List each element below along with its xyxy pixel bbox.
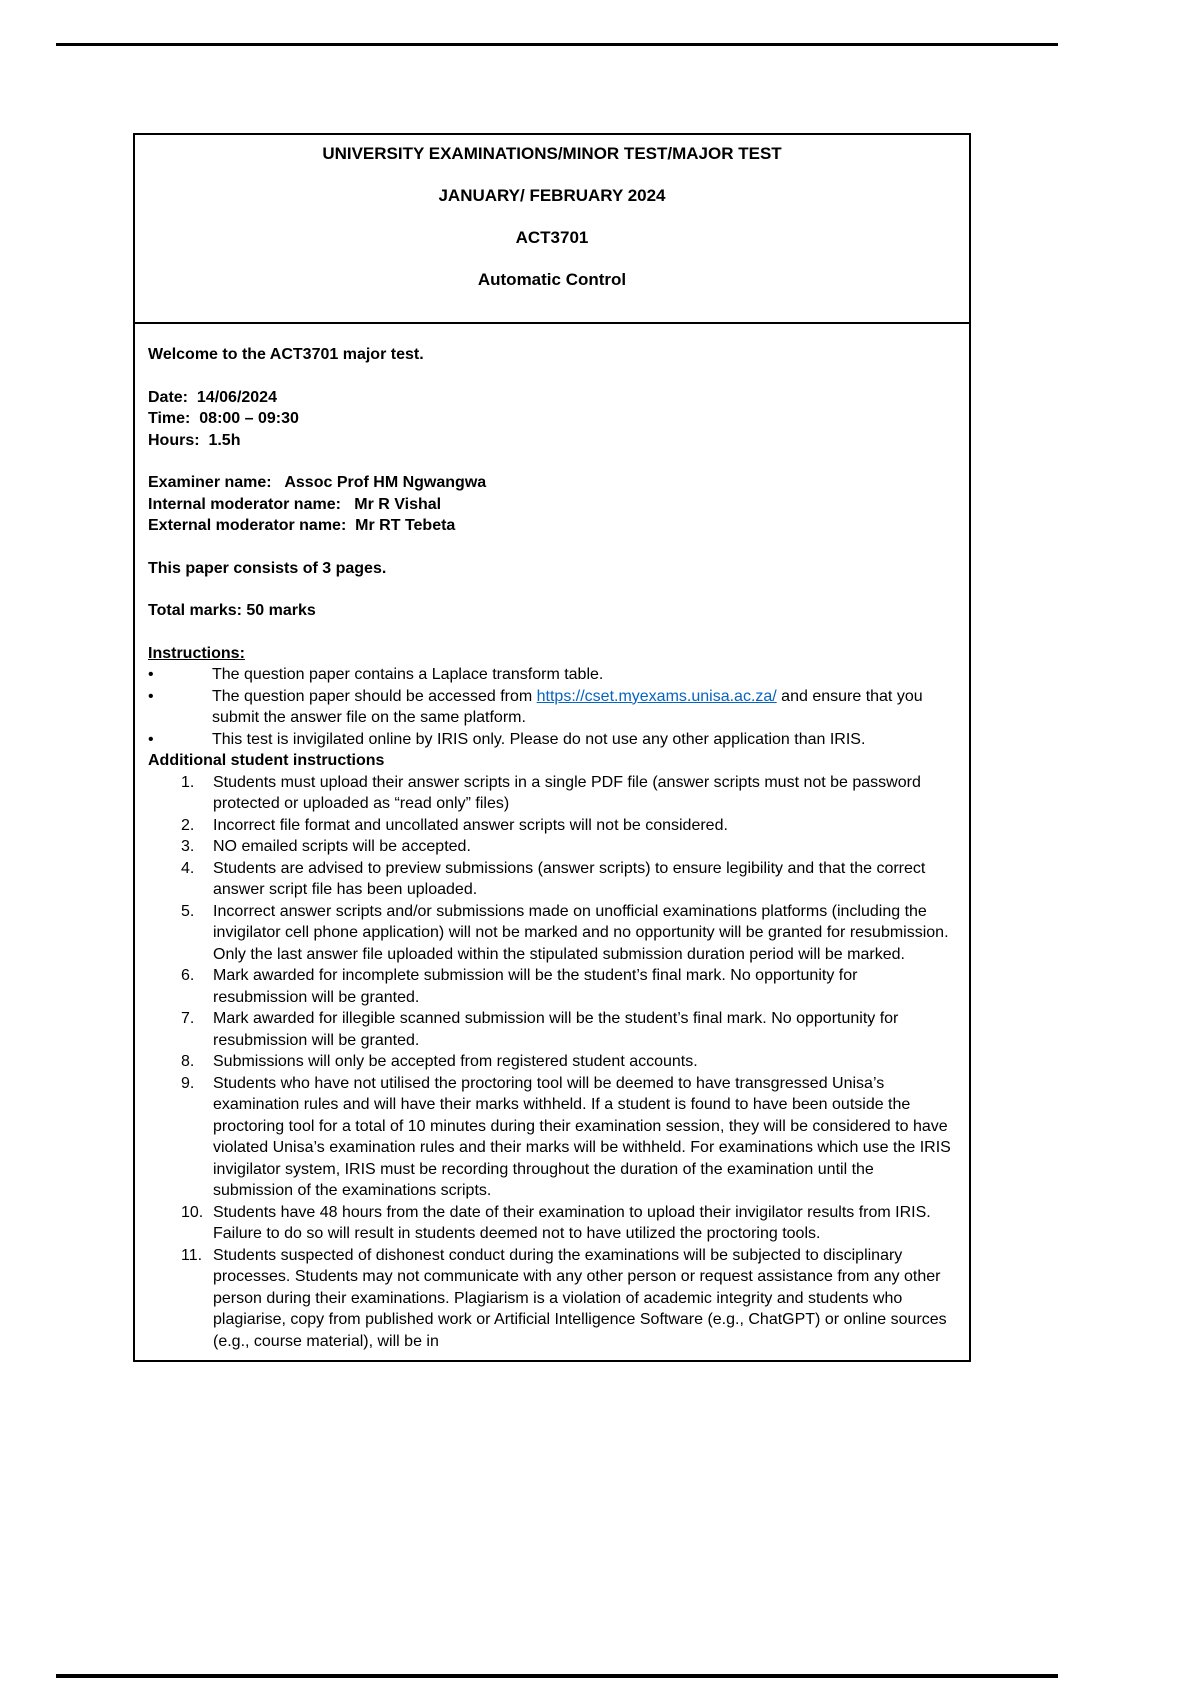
exam-platform-link[interactable]: https://cset.myexams.unisa.ac.za/ (536, 687, 777, 705)
bullet-marker: • (148, 730, 154, 748)
item-text: Students have 48 hours from the date of their examination to upload their invigilator results from IRIS. Failure to do so will result in students deemed not to have utilized the proctoring tools. (213, 1203, 931, 1242)
item-text: Incorrect file format and uncollated answer scripts will not be considered. (213, 816, 728, 834)
additional-item-5 (181, 901, 955, 966)
instruction-bullet-text: The question paper contains a Laplace transform table. (212, 666, 604, 683)
exam-title: UNIVERSITY EXAMINATIONS/MINOR TEST/MAJOR TEST (322, 144, 782, 163)
external-moderator-line: External moderator name: Mr RT Tebeta (148, 517, 456, 534)
item-number: 4. (181, 859, 195, 877)
exam-header (135, 135, 969, 324)
bullet-text-before-link: The question paper should be accessed from (212, 687, 537, 705)
bullet-marker: • (148, 666, 154, 683)
item-number: 3. (181, 838, 195, 855)
instruction-bullet-text (212, 686, 955, 729)
additional-item-7 (181, 1008, 955, 1051)
exam-paper-box (133, 133, 971, 1362)
additional-item-3 (181, 836, 955, 858)
instruction-bullet-text: This test is invigilated online by IRIS only. Please do not use any other application than IRIS. (212, 730, 866, 748)
item-text: Students who have not utilised the proctoring tool will be deemed to have transgressed Unisa’s examination rules and will have their marks withheld. If a student is found to have been outside the proctoring tool for a total of 10 minutes during their examination session, they will be considered to have violated Unisa’s examination rules and their marks will be withheld. For examinations which use the IRIS invigilator system, IRIS must be recording throughout the duration of the examination until the submission of the examinations scripts. (213, 1074, 951, 1199)
hours-line: Hours: 1.5h (148, 431, 241, 449)
instructions-heading: Instructions: (148, 644, 245, 662)
additional-item-4 (181, 858, 955, 901)
item-number: 8. (181, 1053, 195, 1070)
additional-item-11 (181, 1245, 955, 1353)
instruction-bullet-1 (148, 664, 955, 686)
item-number: 11. (181, 1246, 203, 1264)
additional-item-9 (181, 1073, 955, 1202)
additional-item-1 (181, 772, 955, 815)
item-text: Submissions will only be accepted from registered student accounts. (213, 1053, 698, 1070)
item-text: NO emailed scripts will be accepted. (213, 838, 471, 855)
additional-instructions-heading: Additional student instructions (148, 752, 385, 769)
item-text: Mark awarded for illegible scanned submission will be the student’s final mark. No opportunity for resubmission will be granted. (213, 1010, 899, 1049)
exam-session: JANUARY/ FEBRUARY 2024 (438, 186, 666, 205)
internal-moderator-line: Internal moderator name: Mr R Vishal (148, 495, 442, 513)
item-text: Students suspected of dishonest conduct during the examinations will be subjected to disciplinary processes. Students may not communicate with any other person or request assistance from any other person during their examinations. Plagiarism is a violation of academic integrity and students who plagiarise, copy from published work or Artificial Intelligence Software (e.g., ChatGPT) or online sources (e.g., course material), will be in (213, 1246, 947, 1350)
bullet-marker: • (148, 687, 154, 705)
additional-item-6 (181, 965, 955, 1008)
additional-item-2 (181, 815, 955, 837)
page-count-line: This paper consists of 3 pages. (148, 559, 387, 577)
course-name: Automatic Control (477, 270, 627, 289)
exam-body (135, 324, 969, 1360)
bottom-page-rule (56, 1674, 1058, 1678)
item-number: 6. (181, 967, 195, 984)
item-number: 7. (181, 1010, 195, 1027)
item-text: Students are advised to preview submissions (answer scripts) to ensure legibility and that the correct answer script file has been uploaded. (213, 859, 926, 898)
instruction-bullet-2 (148, 686, 955, 729)
course-code: ACT3701 (515, 228, 589, 247)
date-line: Date: 14/06/2024 (148, 388, 277, 406)
exam-intro (148, 344, 955, 622)
additional-item-8 (181, 1051, 955, 1073)
examiner-line: Examiner name: Assoc Prof HM Ngwangwa (148, 474, 487, 491)
instruction-bullet-3 (148, 729, 955, 751)
item-text: Incorrect answer scripts and/or submissions made on unofficial examinations platforms (including the invigilator cell phone application) will not be marked and no opportunity will be granted for resubmission. Only the last answer file uploaded within the stipulated submission duration period will be marked. (213, 902, 949, 963)
total-marks-line: Total marks: 50 marks (148, 602, 316, 619)
item-number: 1. (181, 773, 195, 791)
item-text: Students must upload their answer scripts in a single PDF file (answer scripts must not be password protected or uploaded as “read only” files) (213, 773, 921, 812)
time-line: Time: 08:00 – 09:30 (148, 410, 299, 427)
item-number: 5. (181, 902, 195, 920)
item-text: Mark awarded for incomplete submission will be the student’s final mark. No opportunity for resubmission will be granted. (213, 967, 858, 1006)
top-page-rule (56, 43, 1058, 46)
welcome-line: Welcome to the ACT3701 major test. (148, 346, 424, 363)
additional-item-10 (181, 1202, 955, 1245)
item-number: 10. (181, 1203, 204, 1221)
item-number: 9. (181, 1074, 195, 1092)
bullet-text-after-link: and ensure that you submit the answer file on the same platform. (212, 687, 923, 726)
item-number: 2. (181, 816, 195, 834)
